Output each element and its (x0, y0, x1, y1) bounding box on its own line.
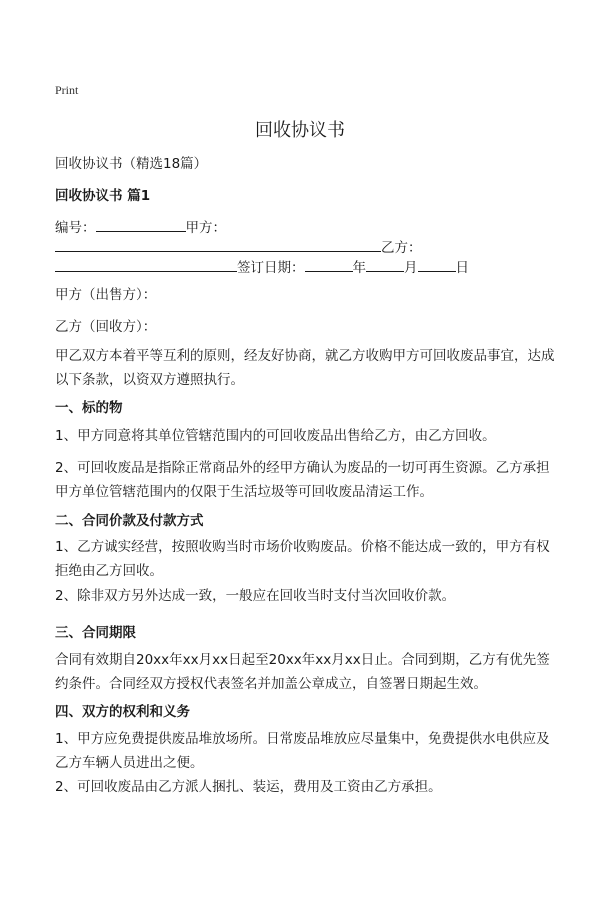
section-4-para-2: 2、可回收废品由乙方派人捆扎、装运，费用及工资由乙方承担。 (55, 779, 442, 795)
print-label: Print (55, 83, 79, 97)
section-1-para-2: 2、可回收废品是指除正常商品外的经甲方确认为废品的一切可再生资源。乙方承担甲方单位管辖范围内的仅限于生活垃圾等可回收废品清运工作。 (55, 460, 550, 500)
party-b-blank (55, 257, 237, 272)
section-3-heading: 三、合同期限 (55, 625, 136, 641)
section-4-heading: 四、双方的权利和义务 (55, 704, 190, 720)
section-2-heading: 二、合同价款及付款方式 (55, 513, 204, 529)
month-blank (366, 257, 404, 272)
intro-paragraph: 甲乙双方本着平等互利的原则，经友好协商，就乙方收购甲方可回收废品事宜，达成以下条款，以资双方遵照执行。 (55, 348, 555, 388)
number-row (55, 216, 226, 236)
day-blank (418, 257, 456, 272)
section-3-para-1: 合同有效期自20xx年xx月xx日起至20xx年xx月xx日止。合同到期，乙方有优先签约条件。合同经双方授权代表签名并加盖公章成立，自签署日期起生效。 (55, 652, 550, 692)
sign-date-label: 签订日期： (237, 260, 305, 276)
section-2-para-2: 2、除非双方另外达成一致，一般应在回收当时支付当次回收价款。 (55, 588, 456, 604)
seller-label: 甲方（出售方）： (55, 287, 157, 303)
section-1-heading: 一、标的物 (55, 400, 123, 416)
subtitle: 回收协议书（精选18篇） (55, 156, 208, 172)
number-label: 编号： (55, 220, 96, 236)
party-b-row (55, 236, 422, 256)
year-blank (305, 257, 353, 272)
party-a-label: 甲方： (185, 220, 226, 236)
year-label: 年 (352, 260, 366, 276)
section-1-para-1: 1、甲方同意将其单位管辖范围内的可回收废品出售给乙方，由乙方回收。 (55, 428, 496, 444)
month-label: 月 (404, 260, 418, 276)
section-2-para-1: 1、乙方诚实经营，按照收购当时市场价收购废品。价格不能达成一致的，甲方有权拒绝由乙方回收。 (55, 539, 550, 579)
party-b-label: 乙方： (381, 240, 422, 256)
section-heading: 回收协议书 篇1 (55, 188, 151, 204)
buyer-label: 乙方（回收方）： (55, 319, 157, 335)
page-title: 回收协议书 (255, 120, 345, 141)
day-label: 日 (455, 260, 469, 276)
party-a-blank (55, 237, 381, 252)
section-4-para-1: 1、甲方应免费提供废品堆放场所。日常废品堆放应尽量集中，免费提供水电供应及乙方车辆人员进出之便。 (55, 731, 550, 771)
number-blank (96, 217, 186, 232)
sign-date-row (55, 256, 469, 276)
